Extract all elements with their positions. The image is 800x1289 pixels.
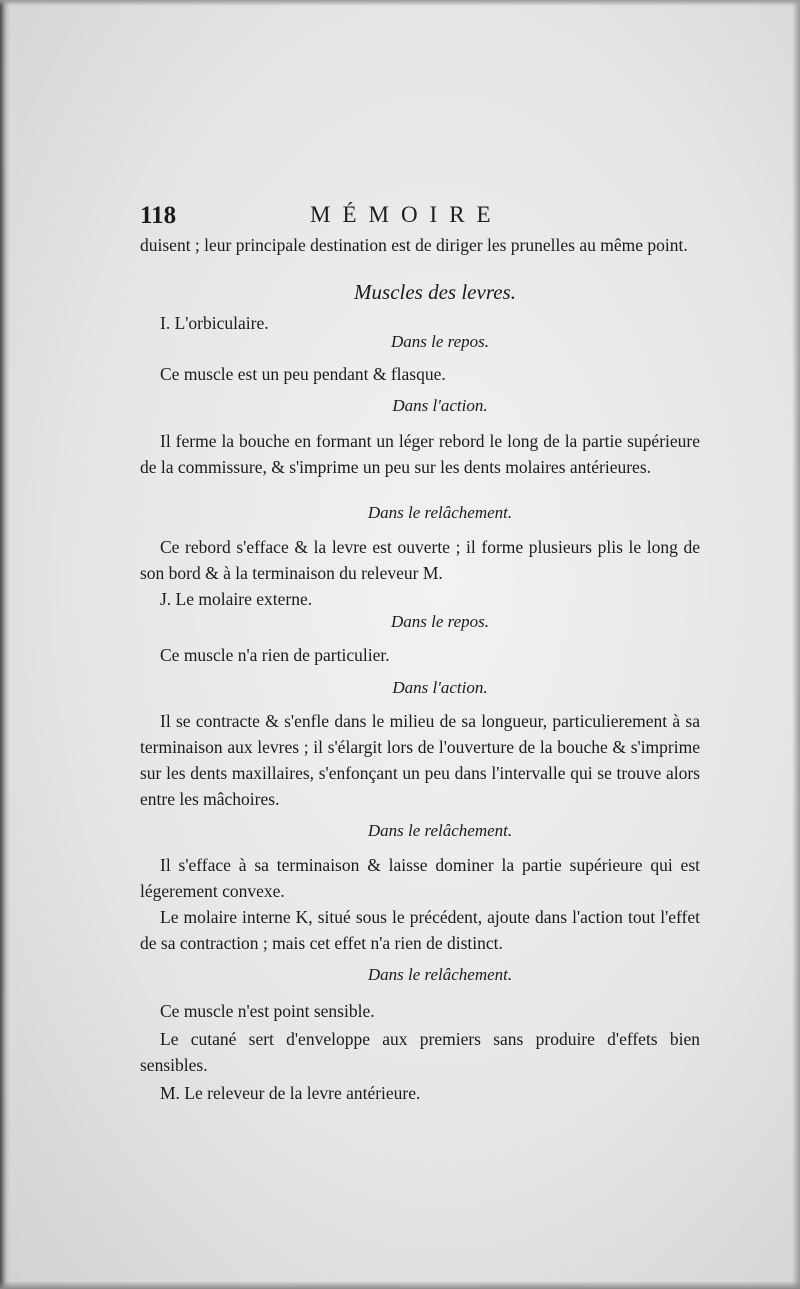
item-molaire-externe: J. Le molaire externe. [160,589,313,609]
subheading-relachement: Dans le relâchement. [367,503,513,522]
page-right-shadow [792,0,800,1289]
item-releveur: M. Le releveur de la levre antérieure. [160,1083,421,1103]
paragraph: Ce muscle n'est point sensible. [160,1001,375,1021]
paragraph-continuation: duisent ; leur principale destination est de diriger les prunelles au même point. [140,235,688,255]
item-orbiculaire: I. L'orbiculaire. [160,313,269,333]
page-top-shadow [0,0,800,6]
page-bottom-shadow [0,1281,800,1289]
section-title: Muscles des levres. [354,280,516,304]
paragraph: Le molaire interne K, situé sous le précédent, ajoute dans l'action tout l'effet de sa contraction ; mais cet effet n'a rien de distinct. [140,907,700,953]
paragraph: Il se contracte & s'enfle dans le milieu de sa longueur, particulierement à sa terminaison aux levres ; il s'élargit lors de l'ouverture de la bouche & s'imprime sur les dents maxillaires, s'enfonçant un peu dans l'intervalle qui se trouve alors entre les mâchoires. [140,711,700,809]
paragraph: Il s'efface à sa terminaison & laisse dominer la partie supérieure qui est légerement convexe. [140,855,700,901]
paragraph: Ce rebord s'efface & la levre est ouverte ; il forme plusieurs plis le long de son bord & à la terminaison du releveur M. [140,537,700,583]
subheading-action: Dans l'action. [392,678,488,697]
page-header [140,200,700,234]
paragraph: Ce muscle n'a rien de particulier. [160,645,390,665]
page-left-shadow [0,0,10,1289]
subheading-relachement: Dans le relâchement. [367,965,513,984]
paragraph: Le cutané sert d'enveloppe aux premiers sans produire d'effets bien sensibles. [140,1029,700,1075]
subheading-repos: Dans le repos. [390,612,490,631]
subheading-repos: Dans le repos. [390,332,490,351]
running-head: MÉMOIRE [310,202,503,227]
subheading-action: Dans l'action. [392,396,488,415]
page-number: 118 [140,202,177,229]
paragraph: Il ferme la bouche en formant un léger rebord le long de la partie supérieure de la commissure, & s'imprime un peu sur les dents molaires antérieures. [140,431,700,477]
subheading-relachement: Dans le relâchement. [367,821,513,840]
paragraph: Ce muscle est un peu pendant & flasque. [160,364,446,384]
